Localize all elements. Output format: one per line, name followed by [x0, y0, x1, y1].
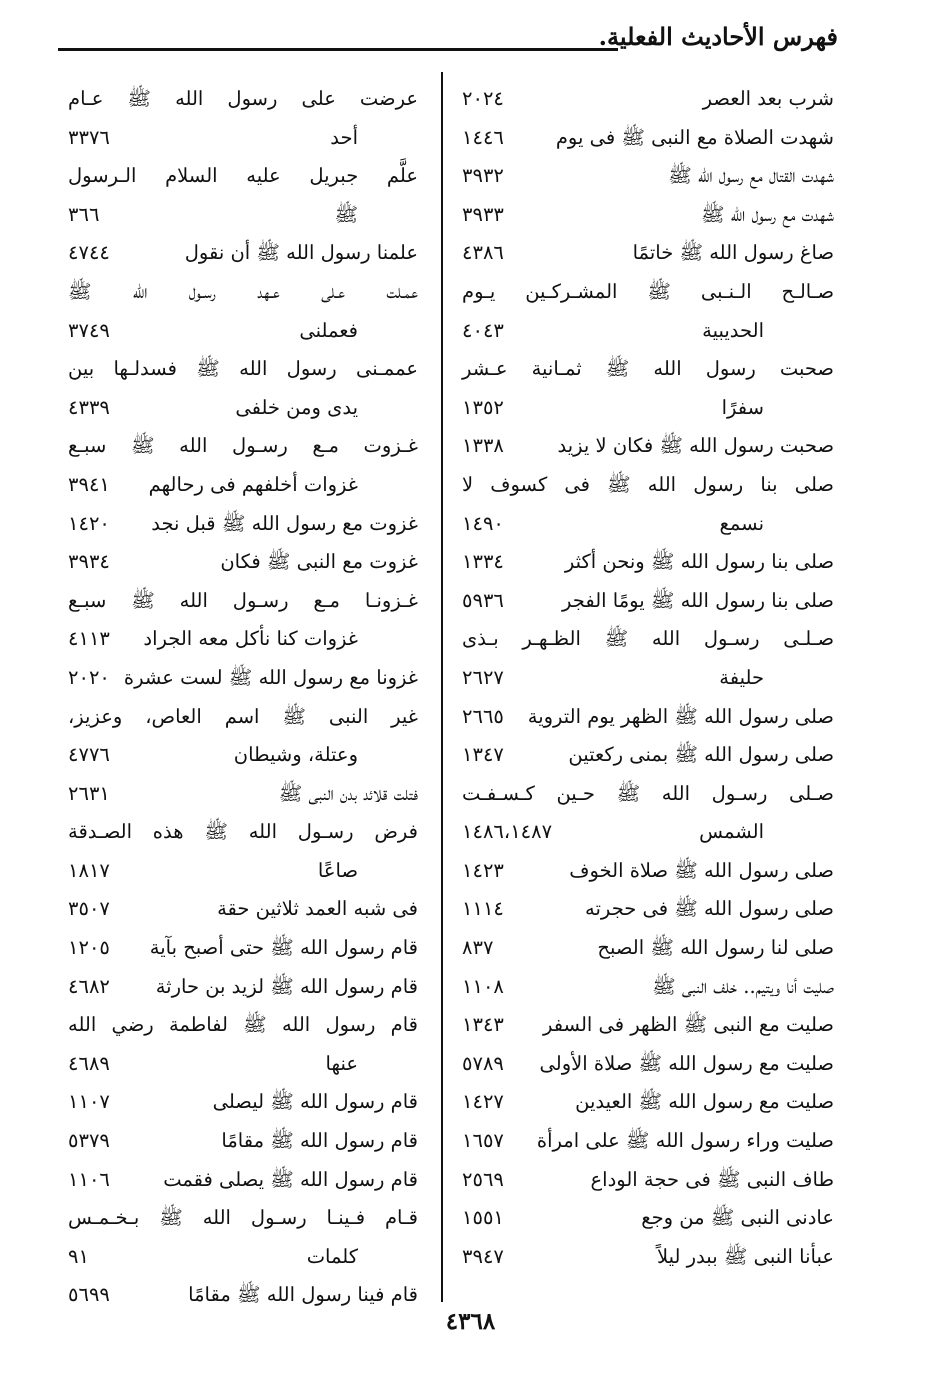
hadith-text: عمـلت عـلى عـهد رسـول الله ﷺ	[68, 279, 418, 303]
hadith-text: علمنا رسول الله ﷺ أن نقول	[184, 241, 418, 265]
index-entry-row	[462, 196, 834, 235]
hadith-number: ٣٧٤٩	[68, 318, 110, 342]
hadith-number: ٤٦٨٢	[68, 974, 110, 998]
index-entry-row	[68, 157, 418, 196]
index-entry-row	[68, 389, 418, 428]
page-header	[58, 22, 838, 58]
hadith-text: شهدت القتال مع رسول الله ﷺ	[668, 164, 834, 188]
hadith-number: ٣٩٣٣	[462, 202, 504, 226]
hadith-number: ٣٩٤٧	[462, 1244, 504, 1268]
hadith-number: ١٤٢٠	[68, 511, 110, 535]
index-entry-row	[68, 119, 418, 158]
hadith-number: ٣٥٠٧	[68, 897, 110, 921]
index-entry-row	[462, 1083, 834, 1122]
index-entry-row	[462, 813, 834, 852]
hadith-number: ٥٩٣٦	[462, 588, 504, 612]
hadith-number: ٤٦٨٩	[68, 1051, 110, 1075]
hadith-text: صـلى رسـول الله ﷺ حـين كـسـفـت	[462, 781, 834, 805]
index-entry-row	[68, 1006, 418, 1045]
index-entry-row	[68, 582, 418, 621]
hadith-text: طاف النبى ﷺ فى حجة الوداع	[590, 1167, 834, 1191]
hadith-text: غـزوت مـع رسـول الله ﷺ سبـع	[68, 434, 418, 458]
hadith-text: شهدت الصلاة مع النبى ﷺ فى يوم	[555, 125, 834, 149]
hadith-number: ٥٣٧٩	[68, 1129, 110, 1153]
hadith-text: نسمع	[719, 511, 764, 535]
hadith-text: عرضت على رسول الله ﷺ عـام	[68, 87, 418, 110]
hadith-number: ١١٠٨	[462, 974, 504, 998]
hadith-text: عممـنى رسول الله ﷺ فسدلـها بين	[68, 357, 418, 381]
hadith-text: كلمات	[306, 1244, 358, 1268]
hadith-number: ١٤٤٦	[462, 125, 504, 149]
index-entry-row	[462, 427, 834, 466]
index-entry-row	[68, 80, 418, 119]
hadith-text: غـزونـا مـع رسـول الله ﷺ سبـع	[68, 588, 418, 612]
index-entry-row	[68, 890, 418, 929]
index-entry-row	[68, 736, 418, 775]
index-entry-row	[68, 1045, 418, 1084]
index-entry-row	[462, 1045, 834, 1084]
index-entry-row	[68, 196, 418, 235]
index-entry-row	[462, 929, 834, 968]
index-entry-row	[462, 582, 834, 621]
index-entry-row	[68, 852, 418, 891]
hadith-number: ٢٠٢٠	[68, 665, 110, 689]
hadith-text: غزوت مع النبى ﷺ فكان	[220, 550, 418, 574]
hadith-text: قام رسول الله ﷺ لزيد بن حارثة	[155, 974, 418, 998]
hadith-text: قـام فـينـا رسـول الله ﷺ بـخـمـس	[68, 1206, 418, 1230]
hadith-text: غزوات أخلفهم فى رحالهم	[148, 472, 358, 496]
hadith-text: شرب بعد العصر	[702, 87, 834, 110]
hadith-text: صليت مع رسول الله ﷺ العيدين	[575, 1090, 834, 1114]
hadith-text: عنها	[325, 1051, 358, 1075]
hadith-text: صلى بنا رسول الله ﷺ يومًا الفجر	[562, 588, 834, 612]
hadith-text: صليت مع رسول الله ﷺ صلاة الأولى	[539, 1051, 834, 1075]
index-entry-row	[462, 350, 834, 389]
hadith-text: صلى بنا رسول الله ﷺ ونحن أكثر	[564, 550, 834, 574]
hadith-text: فعملنى	[299, 318, 358, 342]
index-entry-row	[462, 273, 834, 312]
hadith-text: قام رسول الله ﷺ ليصلى	[212, 1090, 418, 1114]
hadith-number: ١٤٢٣	[462, 858, 504, 882]
index-entry-row	[68, 234, 418, 273]
hadith-text: صحبت رسول الله ﷺ فكان لا يزيد	[557, 434, 834, 458]
hadith-text: صليت وراء رسول الله ﷺ على امرأة	[536, 1129, 834, 1153]
hadith-text: صلى رسول الله ﷺ الظهر يوم التروية	[527, 704, 834, 728]
index-entry-row	[462, 620, 834, 659]
index-entry-row	[462, 312, 834, 351]
hadith-text: قام رسول الله ﷺ مقامًا	[221, 1129, 418, 1153]
hadith-text: صحبت رسول الله ﷺ ثمـانية عـشر	[462, 357, 834, 381]
hadith-number: ١١٠٧	[68, 1090, 110, 1114]
index-entry-row	[462, 543, 834, 582]
hadith-text: صاغ رسول الله ﷺ خاتمًا	[632, 241, 834, 265]
index-entry-row	[462, 1199, 834, 1238]
hadith-number: ٤٣٣٩	[68, 395, 110, 419]
hadith-text: عبأنا النبى ﷺ ببدر ليلاً	[657, 1244, 834, 1268]
index-entry-row	[462, 234, 834, 273]
hadith-number: ٤١١٣	[68, 627, 110, 651]
hadith-number: ٢٥٦٩	[462, 1167, 504, 1191]
hadith-number: ٢٦٣١	[68, 781, 110, 805]
hadith-number: ٩١	[68, 1244, 89, 1268]
hadith-text: قام فينا رسول الله ﷺ مقامًا	[188, 1283, 418, 1307]
hadith-number: ٢٦٦٥	[462, 704, 504, 728]
hadith-text: قام رسول الله ﷺ يصلى فقمت	[163, 1167, 418, 1191]
column-divider	[441, 72, 443, 1302]
hadith-number: ٥٦٩٩	[68, 1283, 110, 1307]
hadith-number: ١٤٨٦،١٤٨٧	[462, 820, 553, 844]
index-entry-row	[68, 350, 418, 389]
index-entry-row	[462, 80, 834, 119]
left-column	[68, 80, 418, 1315]
index-entry-row	[68, 1122, 418, 1161]
hadith-number: ١٣٥٢	[462, 395, 504, 419]
hadith-number: ١٣٣٨	[462, 434, 504, 458]
index-entry-row	[462, 698, 834, 737]
hadith-text: الشمس	[699, 820, 764, 844]
index-entry-row	[68, 312, 418, 351]
index-entry-row	[462, 890, 834, 929]
hadith-number: ٢٠٢٤	[462, 87, 504, 110]
index-entry-row	[68, 968, 418, 1007]
index-entry-row	[68, 698, 418, 737]
index-entry-row	[68, 1238, 418, 1277]
index-entry-row	[462, 119, 834, 158]
hadith-number: ١٣٣٤	[462, 550, 504, 574]
hadith-text: فتلت قلائد بدن النبى ﷺ	[278, 781, 418, 805]
index-entry-row	[68, 466, 418, 505]
index-entry-row	[68, 1199, 418, 1238]
index-entry-row	[462, 659, 834, 698]
hadith-text: وعتلة، وشيطان	[233, 743, 358, 767]
hadith-text: فى شبه العمد ثلاثين حقة	[217, 897, 418, 921]
index-entry-row	[68, 543, 418, 582]
hadith-number: ٢٦٢٧	[462, 665, 504, 689]
hadith-number: ٨٣٧	[462, 936, 494, 960]
index-entry-row	[68, 620, 418, 659]
hadith-text: صلى رسول الله ﷺ فى حجرته	[585, 897, 834, 921]
index-entry-row	[462, 1122, 834, 1161]
index-entry-row	[462, 1006, 834, 1045]
hadith-text: شهدت مع رسول الله ﷺ	[700, 202, 834, 226]
hadith-text: غير النبى ﷺ اسم العاص، وعزيز،	[68, 704, 418, 728]
index-entry-row	[462, 968, 834, 1007]
hadith-text: ﷺ	[334, 202, 358, 226]
index-entry-row	[68, 813, 418, 852]
hadith-number: ١٣٤٧	[462, 743, 504, 767]
index-entry-row	[68, 273, 418, 312]
index-entry-row	[462, 389, 834, 428]
hadith-number: ١٦٥٧	[462, 1129, 504, 1153]
index-entry-row	[462, 157, 834, 196]
hadith-number: ٣٣٧٦	[68, 125, 110, 149]
header-rule	[58, 48, 618, 51]
hadith-text: صـلـى رسـول الله ﷺ الظـهـر بـذى	[462, 627, 834, 651]
hadith-number: ١١١٤	[462, 897, 504, 921]
hadith-text: صـالـح الـنـبى ﷺ المشـركـين يـوم	[462, 279, 834, 303]
hadith-number: ١٣٤٣	[462, 1013, 504, 1037]
right-column	[462, 80, 834, 1276]
index-entry-row	[462, 466, 834, 505]
hadith-text: علَّم جبريل عليه السلام الـرسول	[68, 164, 418, 188]
hadith-text: صلى رسول الله ﷺ صلاة الخوف	[569, 858, 834, 882]
hadith-number: ١٤٩٠	[462, 511, 504, 535]
hadith-text: غزوت مع رسول الله ﷺ قبل نجد	[151, 511, 418, 535]
index-entry-row	[462, 852, 834, 891]
hadith-text: فرض رسـول الله ﷺ هذه الصـدقة	[68, 820, 418, 844]
index-entry-row	[68, 659, 418, 698]
hadith-number: ١٥٥١	[462, 1206, 504, 1230]
hadith-number: ١٨١٧	[68, 858, 110, 882]
page-number: ٤٣٦٨	[445, 1308, 496, 1335]
hadith-number: ٤٧٤٤	[68, 241, 110, 265]
hadith-text: صليت مع النبى ﷺ الظهر فى السفر	[542, 1013, 834, 1037]
hadith-text: قام رسول الله ﷺ لفاطمة رضي الله	[68, 1013, 418, 1037]
hadith-number: ٣٦٦	[68, 202, 100, 226]
hadith-number: ٣٩٤١	[68, 472, 110, 496]
index-entry-row	[68, 929, 418, 968]
index-entry-row	[68, 505, 418, 544]
hadith-text: غزونا مع رسول الله ﷺ لست عشرة	[123, 665, 418, 689]
hadith-text: يدى ومن خلفى	[235, 395, 358, 419]
hadith-number: ١١٠٦	[68, 1167, 110, 1191]
index-entry-row	[462, 1238, 834, 1277]
index-entry-row	[462, 736, 834, 775]
page-title: فهرس الأحاديث الفعلية.	[598, 22, 838, 51]
hadith-number: ٣٩٣٢	[462, 164, 504, 188]
hadith-text: الحديبية	[702, 318, 764, 342]
index-entry-row	[68, 1161, 418, 1200]
hadith-text: صليت أنا ويتيم.. خلف النبى ﷺ	[652, 974, 834, 998]
hadith-text: صلى رسول الله ﷺ بمنى ركعتين	[568, 743, 834, 767]
hadith-text: سفرًا	[721, 395, 764, 419]
hadith-text: صاعًا	[317, 858, 358, 882]
hadith-text: أحد	[330, 125, 358, 149]
hadith-number: ٤٧٧٦	[68, 743, 110, 767]
hadith-text: صلى بنا رسول الله ﷺ فى كسوف لا	[462, 472, 834, 496]
hadith-number: ١٢٠٥	[68, 936, 110, 960]
hadith-number: ٥٧٨٩	[462, 1051, 504, 1075]
hadith-text: صلى لنا رسول الله ﷺ الصبح	[597, 936, 834, 960]
index-entry-row	[462, 775, 834, 814]
hadith-text: غزوات كنا نأكل معه الجراد	[143, 627, 358, 651]
index-entry-row	[68, 1083, 418, 1122]
hadith-number: ٤٠٤٣	[462, 318, 504, 342]
index-entry-row	[68, 427, 418, 466]
hadith-text: قام رسول الله ﷺ حتى أصبح بآية	[149, 936, 418, 960]
index-entry-row	[462, 505, 834, 544]
hadith-number: ٤٣٨٦	[462, 241, 504, 265]
hadith-number: ١٤٢٧	[462, 1090, 504, 1114]
hadith-number: ٣٩٣٤	[68, 550, 110, 574]
index-entry-row	[462, 1161, 834, 1200]
hadith-text: حليفة	[719, 665, 764, 689]
hadith-text: عادنى النبى ﷺ من وجع	[641, 1206, 834, 1230]
index-entry-row	[68, 775, 418, 814]
